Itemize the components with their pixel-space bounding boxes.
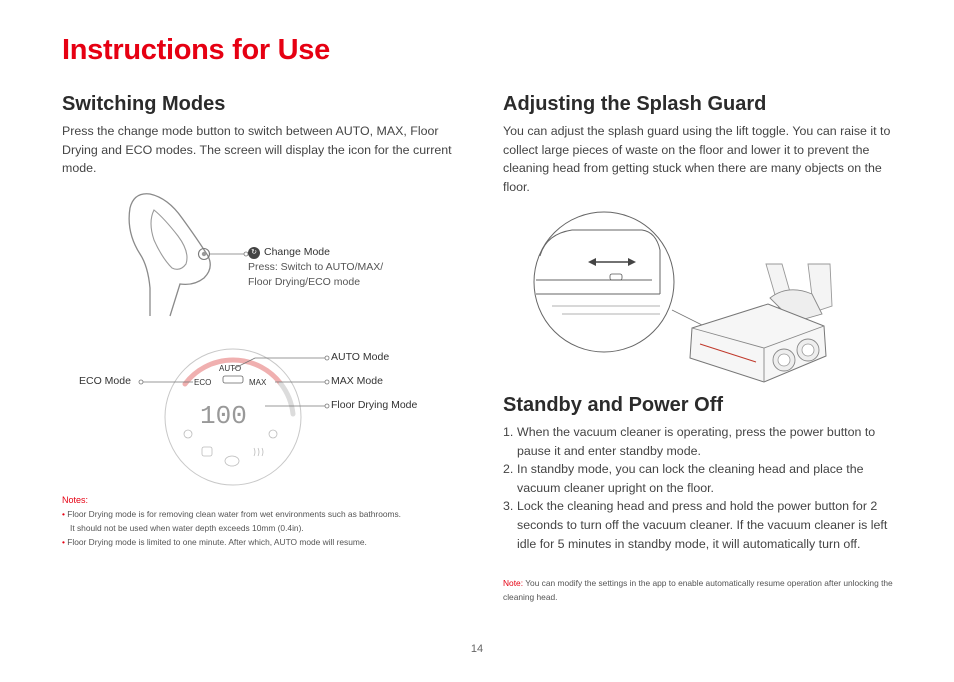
note-item: It should not be used when water depth exceeds 10mm (0.4in). (70, 523, 304, 533)
standby-note-text: You can modify the settings in the app to enable automatically resume operation after unlocking the cleaning head. (503, 578, 893, 602)
standby-heading: Standby and Power Off (503, 394, 724, 416)
handle-illustration (120, 188, 250, 318)
auto-mode-label: AUTO Mode (331, 351, 390, 363)
switching-modes-body: Press the change mode button to switch between AUTO, MAX, Floor Drying and ECO modes. The screen will display the icon for the current mode. (62, 124, 452, 176)
display-callout-lines (135, 350, 335, 415)
splash-guard-heading: Adjusting the Splash Guard (503, 93, 767, 115)
standby-item: 1. When the vacuum cleaner is operating, press the power button to pause it and enter standby mode. (503, 425, 876, 458)
standby-note (503, 576, 895, 604)
switching-modes-heading: Switching Modes (62, 93, 226, 115)
notes-list (62, 507, 462, 549)
page-title: Instructions for Use (62, 34, 330, 66)
change-mode-callout (248, 245, 428, 290)
change-mode-line1: Press: Switch to AUTO/MAX/ (248, 261, 384, 273)
screen-eco-text: ECO (194, 378, 212, 387)
note-item: • Floor Drying mode is for removing clean water from wet environments such as bathrooms. (62, 509, 402, 519)
eco-mode-label: ECO Mode (79, 375, 131, 387)
note-item: • Floor Drying mode is limited to one minute. After which, AUTO mode will resume. (62, 537, 367, 547)
standby-note-label: Note: (503, 578, 524, 588)
standby-item: 3. Lock the cleaning head and press and hold the power button for 2 seconds to turn off the vacuum cleaner. If the vacuum cleaner is left idle for 5 minutes in standby mode, it will automatically turn off. (503, 499, 888, 551)
notes-label: Notes: (62, 495, 89, 505)
splash-guard-body: You can adjust the splash guard using the lift toggle. You can raise it to collect large pieces of waste on the floor and lower it to prevent the cleaning head from getting stuck when there are many objects on the floor. (503, 124, 891, 194)
screen-auto-text: AUTO (219, 364, 242, 373)
standby-list (503, 423, 893, 553)
page-number: 14 (470, 643, 484, 655)
standby-item: 2. In standby mode, you can lock the cleaning head and place the vacuum cleaner upright on the floor. (503, 462, 864, 495)
max-mode-label: MAX Mode (331, 375, 383, 387)
floor-drying-mode-label: Floor Drying Mode (331, 399, 418, 411)
change-mode-line2: Floor Drying/ECO mode (248, 276, 361, 288)
screen-max-text: MAX (249, 378, 267, 387)
change-mode-title: Change Mode (264, 246, 330, 258)
splash-guard-illustration (532, 210, 850, 386)
change-mode-icon: ↻ (248, 247, 260, 259)
svg-text:100: 100 (200, 401, 247, 431)
